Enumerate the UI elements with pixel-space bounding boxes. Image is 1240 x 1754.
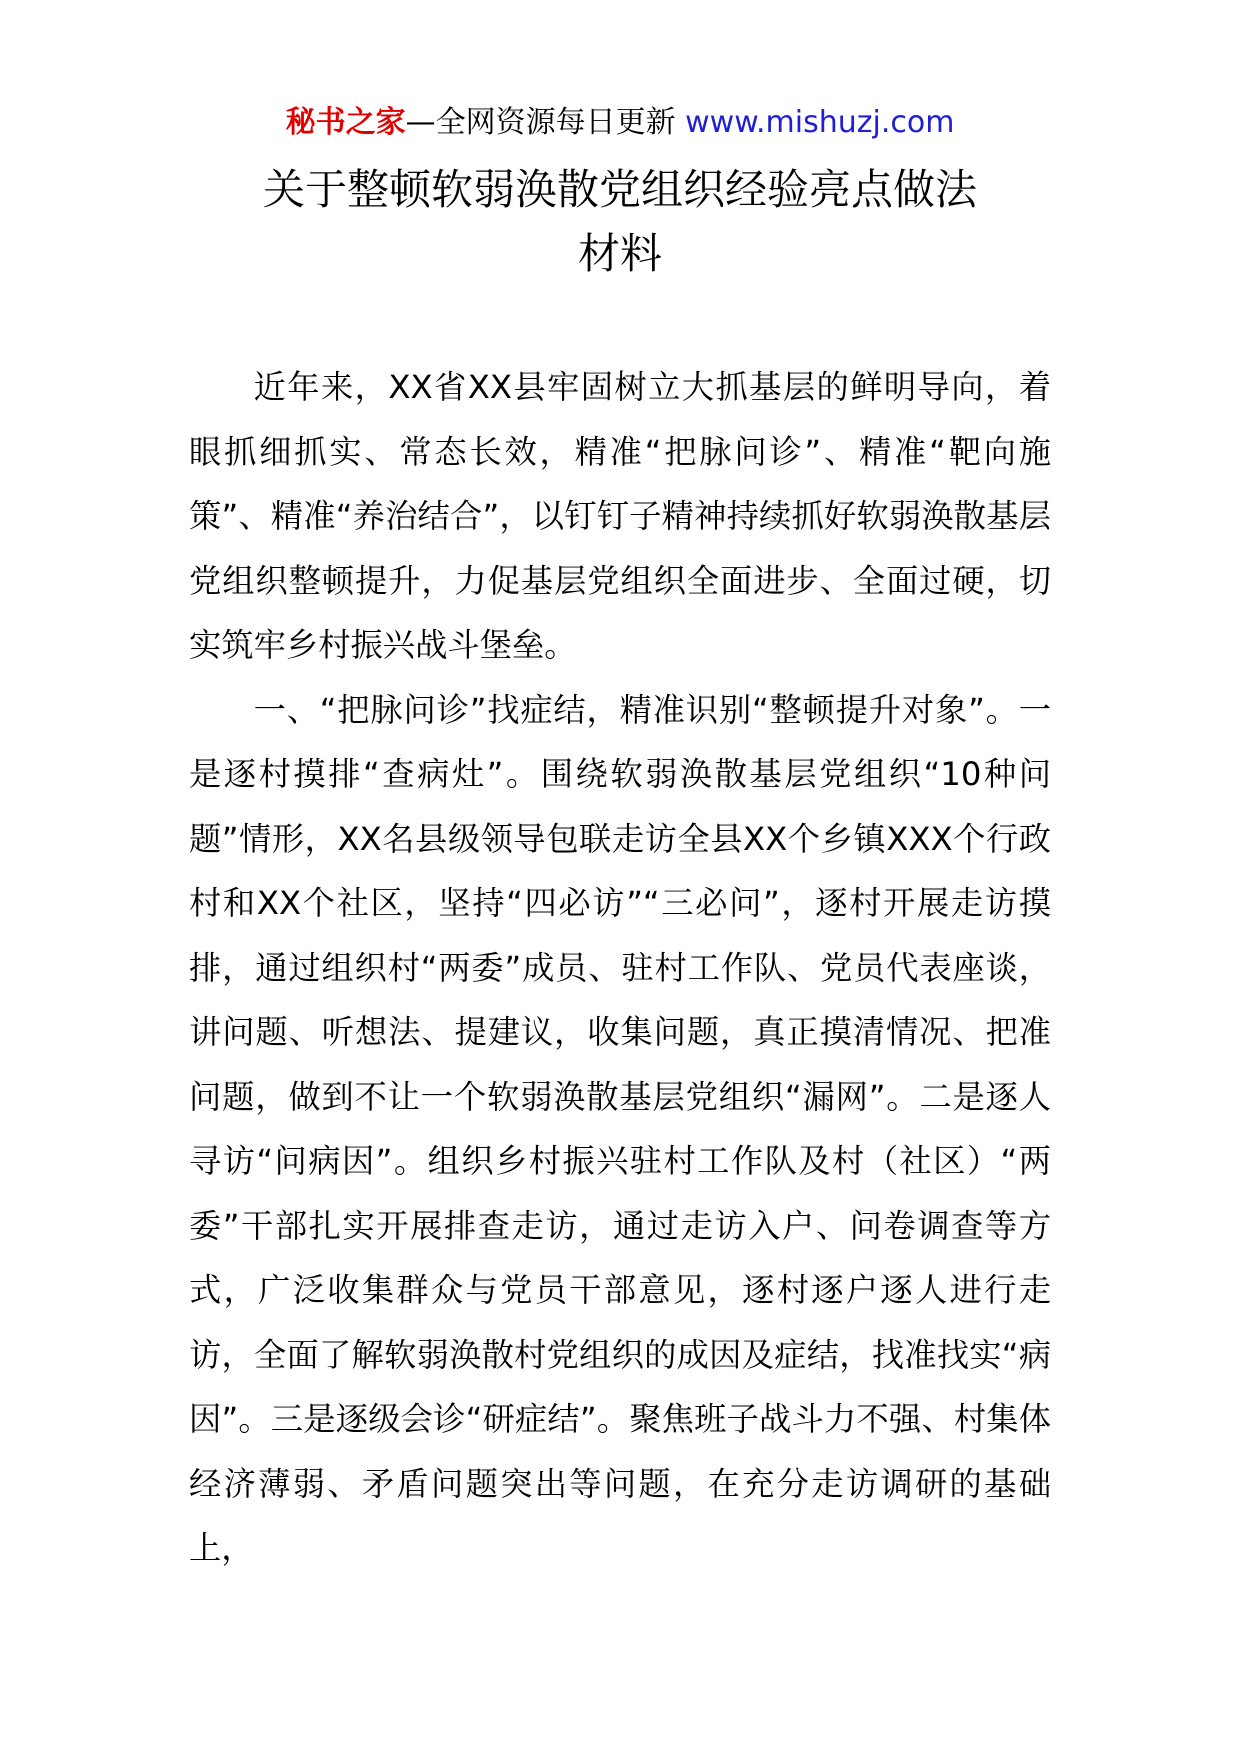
- body-paragraph-section-1: 一、“把脉问诊”找症结，精准识别“整顿提升对象”。一是逐村摸排“查病灶”。围绕软弱涣散基层党组织“10种问题”情形，XX名县级领导包联走访全县XX个乡镇XXX个行政村和XX个社区，坚持“四必访”“三必问”，逐村开展走访摸排，通过组织村“两委”成员、驻村工作队、党员代表座谈，讲问题、听想法、提建议，收集问题，真正摸清情况、把准问题，做到不让一个软弱涣散基层党组织“漏网”。二是逐人寻访“问病因”。组织乡村振兴驻村工作队及村（社区）“两委”干部扎实开展排查走访，通过走访入户、问卷调查等方式，广泛收集群众与党员干部意见，逐村逐户逐人进行走访，全面了解软弱涣散村党组织的成因及症结，找准找实“病因”。三是逐级会诊“研症结”。聚焦班子战斗力不强、村集体经济薄弱、矛盾问题突出等问题，在充分走访调研的基础上，: [189, 690, 1051, 1567]
- title-line-2: 材料: [577, 229, 662, 278]
- title-line-1: 关于整顿软弱涣散党组织经验亮点做法: [262, 165, 977, 214]
- body-paragraph-intro: 近年来，XX省XX县牢固树立大抓基层的鲜明导向，着眼抓细抓实、常态长效，精准“把脉问诊”、精准“靶向施策”、精准“养治结合”，以钉钉子精神持续抓好软弱涣散基层党组织整顿提升，力促基层党组织全面进步、全面过硬，切实筑牢乡村振兴战斗堡垒。: [189, 368, 1051, 664]
- brand-name: 秘书之家: [285, 105, 406, 140]
- site-url-link[interactable]: www.mishuzj.com: [685, 105, 955, 140]
- document-body: [189, 355, 1051, 1581]
- site-header: [0, 100, 1240, 146]
- header-tagline: —全网资源每日更新: [405, 105, 676, 140]
- document-title: [170, 158, 1070, 286]
